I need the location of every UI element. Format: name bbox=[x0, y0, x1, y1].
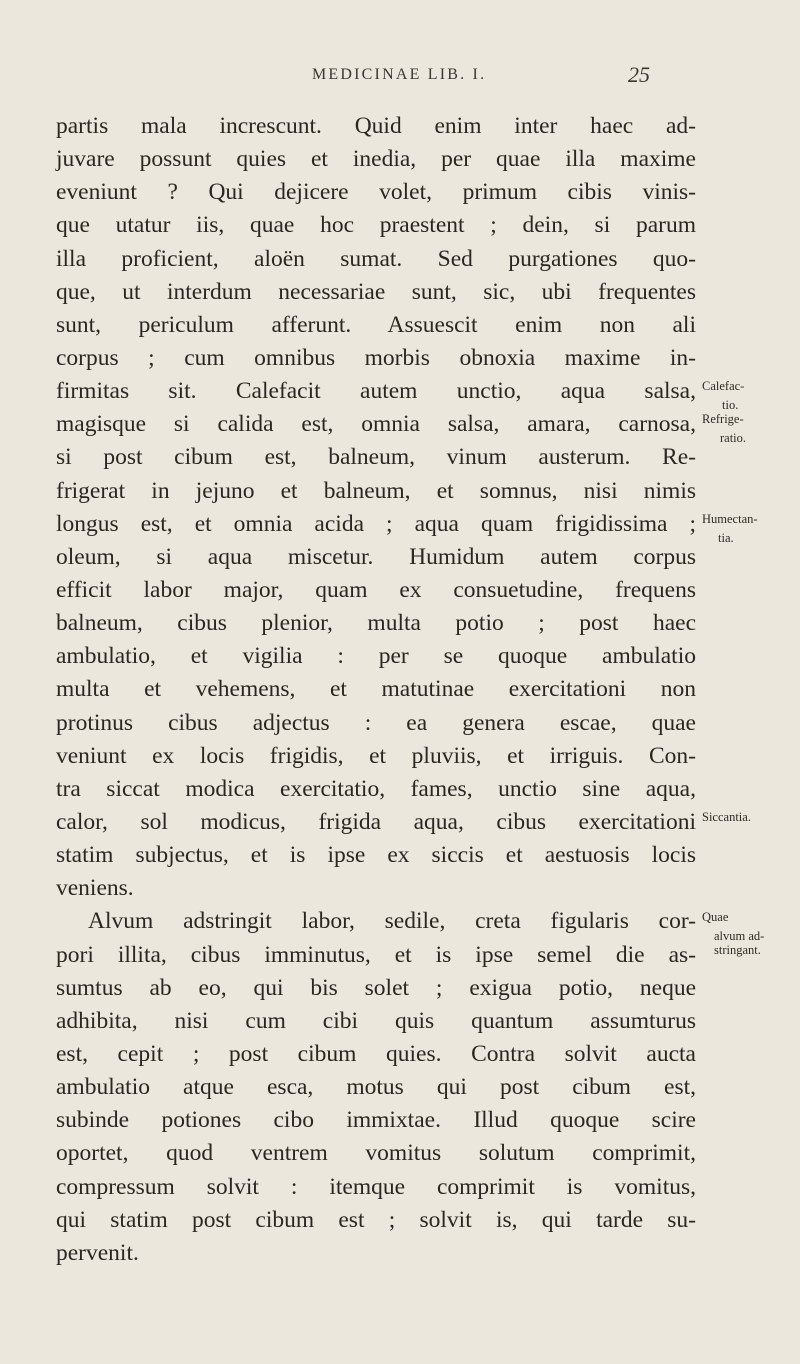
margin-note-calefactio: Calefac- bbox=[702, 379, 745, 393]
text-line: Alvum adstringit labor, sedile, creta figularis cor- bbox=[88, 908, 696, 935]
text-line: compressum solvit : itemque comprimit is vomitus, bbox=[56, 1173, 696, 1200]
text-line: qui statim post cibum est ; solvit is, qui tarde su- bbox=[56, 1206, 696, 1233]
margin-note-refrigeratio: Refrige- bbox=[702, 412, 744, 426]
text-line: pervenit. bbox=[56, 1239, 139, 1266]
margin-note-quae-alvum: Quae bbox=[702, 910, 729, 924]
text-line: balneum, cibus plenior, multa potio ; post haec bbox=[56, 610, 696, 637]
running-title: MEDICINAE LIB. I. bbox=[312, 66, 487, 83]
text-line: statim subjectus, et is ipse ex siccis et aestuosis locis bbox=[56, 842, 696, 869]
text-line: efficit labor major, quam ex consuetudine, frequens bbox=[56, 576, 696, 603]
body-text bbox=[56, 110, 696, 1270]
text-line: corpus ; cum omnibus morbis obnoxia maxime in- bbox=[56, 344, 696, 371]
text-line: ambulatio, et vigilia : per se quoque ambulatio bbox=[56, 643, 696, 670]
text-line: subinde potiones cibo immixtae. Illud quoque scire bbox=[56, 1107, 696, 1134]
text-line: oleum, si aqua miscetur. Humidum autem corpus bbox=[56, 543, 696, 570]
text-line: magisque si calida est, omnia salsa, amara, carnosa, bbox=[56, 411, 696, 438]
text-line: illa proficient, aloën sumat. Sed purgationes quo- bbox=[56, 245, 696, 272]
margin-note-humectantia: Humectan- bbox=[702, 512, 758, 526]
text-line: eveniunt ? Qui dejicere volet, primum cibis vinis- bbox=[56, 179, 696, 206]
text-line: sunt, periculum afferunt. Assuescit enim non ali bbox=[56, 311, 696, 338]
text-line: adhibita, nisi cum cibi quis quantum assumturus bbox=[56, 1007, 696, 1034]
text-line: ambulatio atque esca, motus qui post cibum est, bbox=[56, 1074, 696, 1101]
text-line: frigerat in jejuno et balneum, et somnus, nisi nimis bbox=[56, 477, 696, 504]
text-line: protinus cibus adjectus : ea genera escae, quae bbox=[56, 709, 696, 736]
text-line: sumtus ab eo, qui bis solet ; exigua potio, neque bbox=[56, 974, 696, 1001]
text-line: firmitas sit. Calefacit autem unctio, aqua salsa, bbox=[56, 378, 696, 405]
margin-note-humectantia-cont: tia. bbox=[718, 531, 734, 545]
text-line: oportet, quod ventrem vomitus solutum comprimit, bbox=[56, 1140, 696, 1167]
margin-note-quae-alvum-end: stringant. bbox=[714, 943, 761, 957]
text-line: veniunt ex locis frigidis, et pluviis, et irriguis. Con- bbox=[56, 742, 696, 769]
margin-note-refrigeratio-cont: ratio. bbox=[720, 431, 747, 445]
text-line: juvare possunt quies et inedia, per quae illa maxime bbox=[56, 146, 696, 173]
text-line: calor, sol modicus, frigida aqua, cibus exercitationi bbox=[56, 808, 696, 835]
text-line: partis mala increscunt. Quid enim inter haec ad- bbox=[56, 113, 696, 139]
margin-note-calefactio-cont: tio. bbox=[722, 398, 739, 412]
text-line: que utatur iis, quae hoc praestent ; dein, si parum bbox=[56, 212, 696, 239]
text-line: multa et vehemens, et matutinae exercitationi non bbox=[56, 676, 696, 703]
text-line: tra siccat modica exercitatio, fames, unctio sine aqua, bbox=[56, 775, 696, 802]
margin-note-siccantia: Siccantia. bbox=[702, 810, 751, 824]
text-line: pori illita, cibus imminutus, et is ipse semel die as- bbox=[56, 941, 696, 968]
running-head bbox=[0, 62, 800, 92]
text-line: est, cepit ; post cibum quies. Contra solvit aucta bbox=[56, 1040, 696, 1067]
text-line: veniens. bbox=[56, 875, 134, 902]
text-line: longus est, et omnia acida ; aqua quam frigidissima ; bbox=[56, 510, 696, 537]
margin-note-quae-alvum-cont: alvum ad- bbox=[714, 929, 765, 943]
text-line: que, ut interdum necessariae sunt, sic, ubi frequentes bbox=[56, 278, 696, 305]
text-line: si post cibum est, balneum, vinum austerum. Re- bbox=[56, 444, 696, 471]
page-number: 25 bbox=[628, 62, 650, 87]
